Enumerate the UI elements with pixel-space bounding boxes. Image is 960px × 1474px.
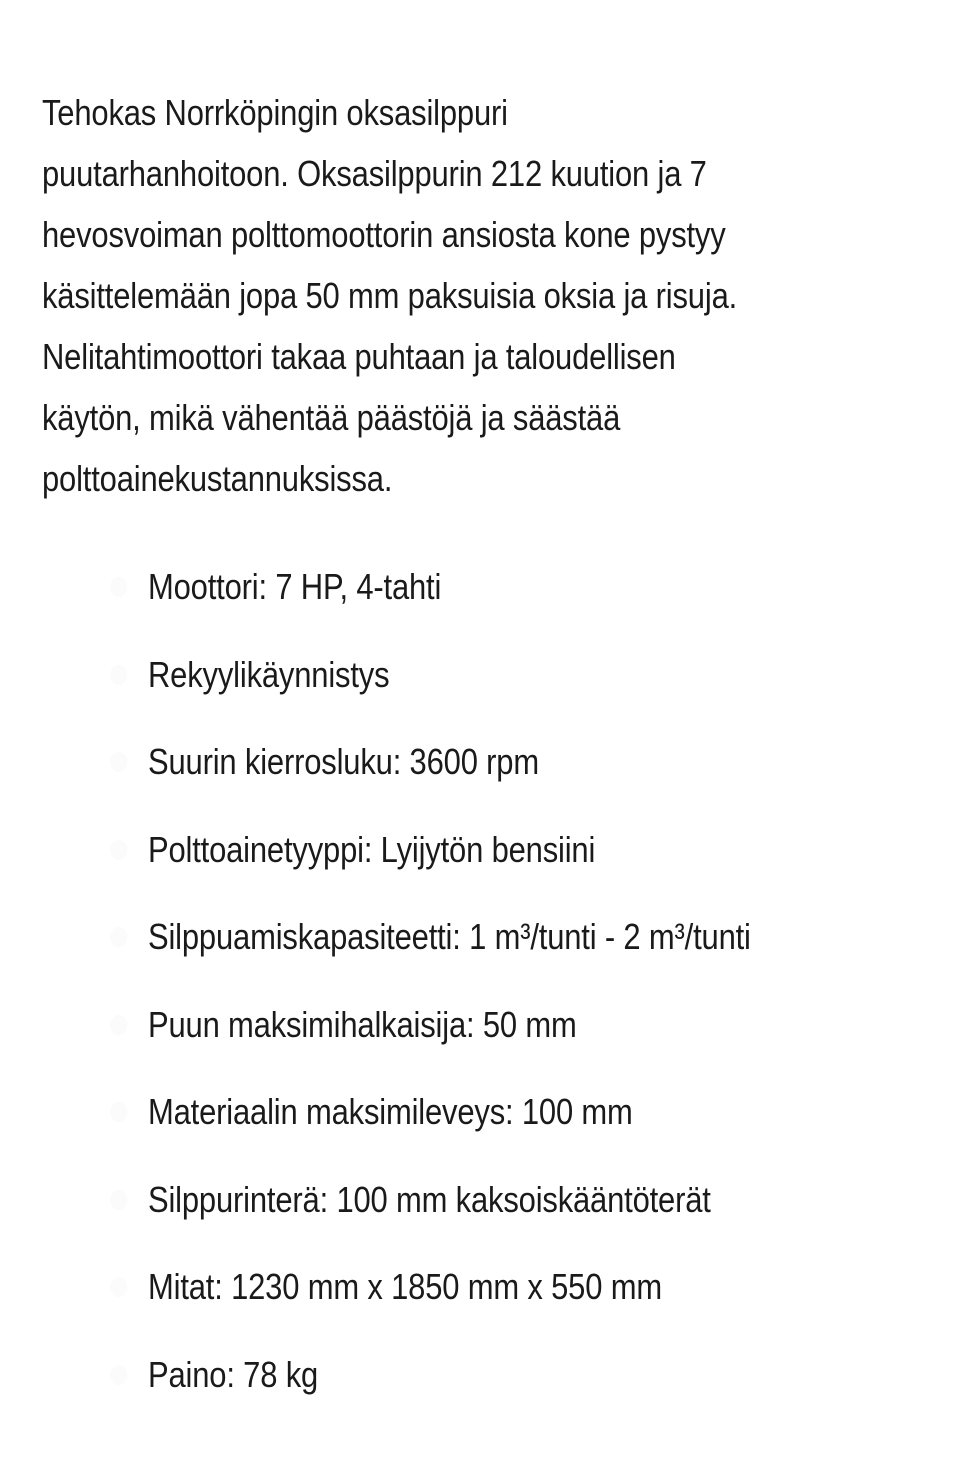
spec-text: Silppuamiskapasiteetti: 1 m³/tunti - 2 m³/tunti	[148, 916, 751, 957]
description-line: käsittelemään jopa 50 mm paksuisia oksia ja risuja.	[42, 275, 738, 316]
spec-item-diameter	[148, 995, 751, 1083]
description-line: käytön, mikä vähentää päästöjä ja säästää	[42, 397, 621, 438]
description-line: Tehokas Norrköpingin oksasilppuri	[42, 92, 508, 133]
spec-item-dimensions	[148, 1257, 751, 1345]
description-line: puutarhanhoitoon. Oksasilppurin 212 kuution ja 7	[42, 153, 707, 194]
spec-item-engine	[148, 557, 751, 645]
description-line: polttoainekustannuksissa.	[42, 458, 393, 499]
spec-text: Puun maksimihalkaisija: 50 mm	[148, 1003, 577, 1045]
spec-item-width	[148, 1082, 751, 1170]
bullet-icon	[110, 1015, 127, 1035]
spec-text: Mitat: 1230 mm x 1850 mm x 550 mm	[148, 1266, 662, 1307]
spec-text: Materiaalin maksimileveys: 100 mm	[148, 1091, 633, 1132]
bullet-icon	[110, 1277, 127, 1297]
bullet-icon	[110, 840, 127, 860]
spec-item-capacity	[148, 907, 751, 995]
spec-text: Rekyylikäynnistys	[148, 653, 390, 695]
bullet-icon	[110, 1365, 127, 1385]
spec-item-blade	[148, 1170, 751, 1258]
bullet-icon	[110, 577, 127, 597]
bullet-icon	[110, 927, 127, 947]
bullet-icon	[110, 1102, 127, 1122]
spec-list	[148, 557, 849, 1432]
description-line: hevosvoiman polttomoottorin ansiosta kone pystyy	[42, 214, 726, 255]
spec-text: Suurin kierrosluku: 3600 rpm	[148, 741, 539, 782]
bullet-icon	[110, 1190, 127, 1210]
description-line: Nelitahtimoottori takaa puhtaan ja taloudellisen	[42, 336, 676, 377]
spec-text: Silppurinterä: 100 mm kaksoiskääntöterät	[148, 1178, 711, 1220]
spec-text: Paino: 78 kg	[148, 1353, 319, 1395]
spec-item-rpm	[148, 732, 751, 820]
spec-item-weight	[148, 1345, 751, 1433]
spec-item-start	[148, 645, 751, 733]
spec-item-fuel	[148, 820, 751, 908]
spec-text: Moottori: 7 HP, 4-tahti	[148, 566, 442, 607]
bullet-icon	[110, 752, 127, 772]
spec-text: Polttoainetyyppi: Lyijytön bensiini	[148, 828, 596, 870]
product-description	[42, 82, 936, 509]
bullet-icon	[110, 665, 127, 685]
